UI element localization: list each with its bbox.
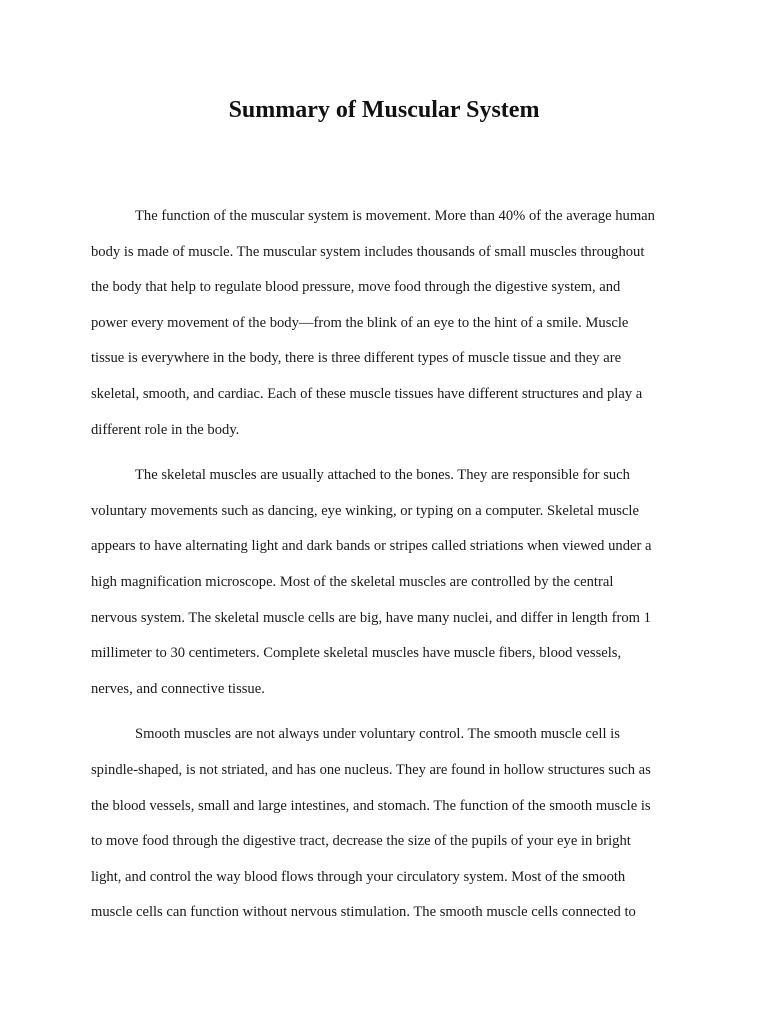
paragraph-line: high magnification microscope. Most of the skeletal muscles are controlled by the central <box>91 573 614 590</box>
page-title: Summary of Muscular System <box>228 97 540 123</box>
paragraph-skeletal <box>91 458 691 707</box>
paragraph-line: skeletal, smooth, and cardiac. Each of these muscle tissues have different structures and play a <box>91 385 643 402</box>
paragraph-smooth <box>91 717 691 931</box>
paragraph-line: voluntary movements such as dancing, eye winking, or typing on a computer. Skeletal muscle <box>91 502 639 519</box>
paragraph-line: to move food through the digestive tract, decrease the size of the pupils of your eye in bright <box>91 833 631 850</box>
paragraph-line: millimeter to 30 centimeters. Complete skeletal muscles have muscle fibers, blood vessels, <box>91 645 622 662</box>
paragraph-line: muscle cells can function without nervous stimulation. The smooth muscle cells connected to <box>91 904 636 921</box>
paragraph-line: power every movement of the body—from the blink of an eye to the hint of a smile. Muscle <box>91 314 629 331</box>
paragraph-line: light, and control the way blood flows through your circulatory system. Most of the smooth <box>91 868 626 885</box>
document-body <box>91 199 691 941</box>
paragraph-line: Smooth muscles are not always under voluntary control. The smooth muscle cell is <box>135 726 620 743</box>
paragraph-line: The function of the muscular system is movement. More than 40% of the average human <box>135 208 655 224</box>
paragraph-line: the blood vessels, small and large intestines, and stomach. The function of the smooth muscle is <box>91 797 651 814</box>
paragraph-line: body is made of muscle. The muscular system includes thousands of small muscles throughout <box>91 243 645 260</box>
paragraph-function <box>91 199 691 448</box>
paragraph-line: the body that help to regulate blood pressure, move food through the digestive system, and <box>91 279 621 296</box>
paragraph-line: tissue is everywhere in the body, there is three different types of muscle tissue and they are <box>91 350 622 367</box>
paragraph-line: nervous system. The skeletal muscle cells are big, have many nuclei, and differ in length from 1 <box>91 609 651 626</box>
paragraph-line: The skeletal muscles are usually attached to the bones. They are responsible for such <box>135 467 630 484</box>
paragraph-line: spindle-shaped, is not striated, and has one nucleus. They are found in hollow structures such as <box>91 761 651 778</box>
paragraph-line: different role in the body. <box>91 421 240 438</box>
paragraph-line: nerves, and connective tissue. <box>91 680 265 697</box>
paragraph-line: appears to have alternating light and dark bands or stripes called striations when viewed under a <box>91 538 652 555</box>
